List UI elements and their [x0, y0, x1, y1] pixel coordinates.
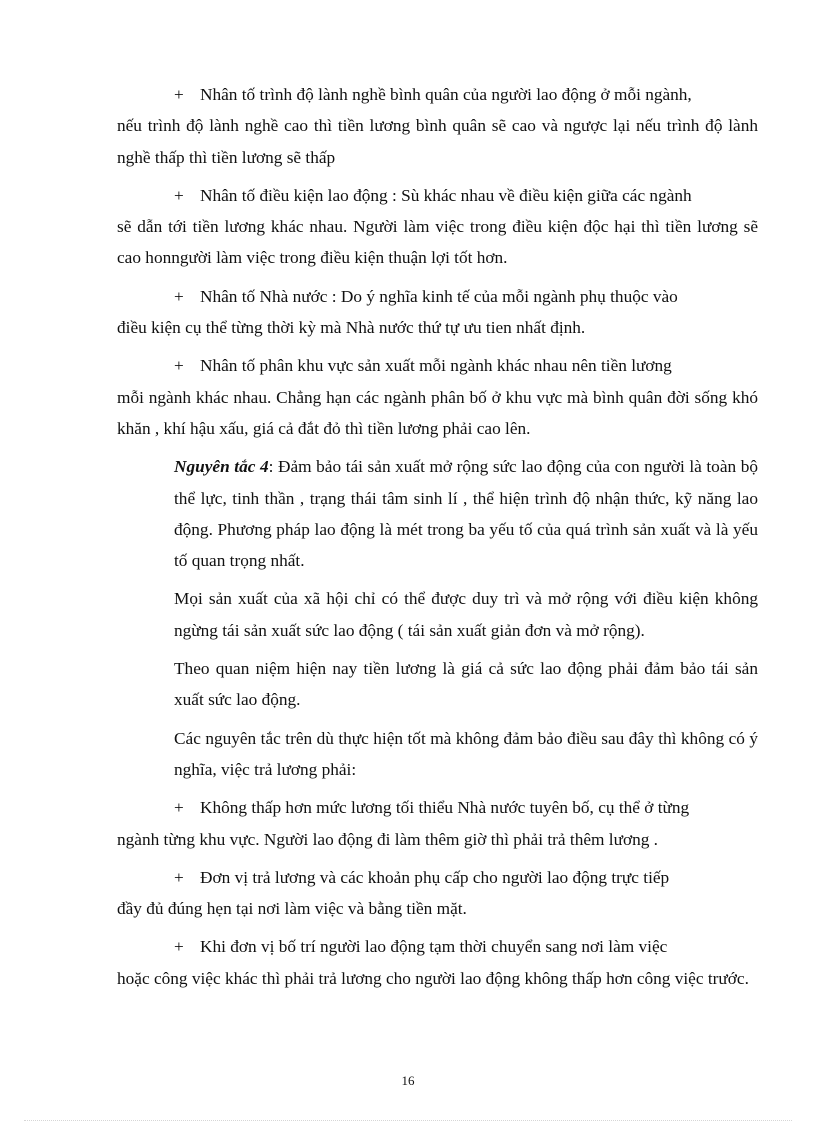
paragraph-lead: Không thấp hơn mức lương tối thiểu Nhà nước tuyên bố, cụ thể ở từng — [200, 798, 690, 818]
bullet-marker: + — [174, 185, 184, 205]
body-paragraph: Các nguyên tắc trên dù thực hiện tốt mà không đảm bảo điều sau đây thì không có ý nghĩa, việc trả lương phải: — [174, 728, 758, 779]
paragraph-continuation: sẽ dẫn tới tiền lương khác nhau. Người làm việc trong điều kiện độc hại thì tiền lương sẽ cao honngười làm việc trong điều kiện thuận lợi tốt hơn. — [117, 217, 758, 268]
body-paragraph: Mọi sản xuất của xã hội chỉ có thể được duy trì và mở rộng với điều kiện không ngừng tái sản xuất sức lao động ( tái sản xuất giản đơn và mở rộng). — [174, 589, 758, 640]
factor-state — [117, 281, 758, 344]
paragraph-continuation: điều kiện cụ thể từng thời kỳ mà Nhà nước thứ tự ưu tien nhất định. — [117, 318, 586, 338]
paragraph-lead: Đơn vị trả lương và các khoản phụ cấp cho người lao động trực tiếp — [200, 867, 670, 887]
principle-4 — [174, 451, 758, 576]
paragraph-lead: Nhân tố trình độ lành nghề bình quân của người lao động ở mỗi ngành, — [200, 85, 692, 104]
paragraph-continuation: hoặc công việc khác thì phải trả lương cho người lao động không thấp hơn công việc trước. — [117, 968, 749, 988]
factor-working-conditions — [117, 180, 758, 274]
factor-skill-level — [117, 79, 758, 173]
bullet-marker: + — [174, 85, 184, 104]
paragraph-continuation: nếu trình độ lành nghề cao thì tiền lương bình quân sẽ cao và ngược lại nếu trình độ lành nghề thấp thì tiền lương sẽ thấp — [117, 116, 758, 167]
paragraph-continuation: mỗi ngành khác nhau. Chẳng hạn các ngành phân bố ở khu vực mà bình quân đời sống khó khăn , khí hậu xấu, giá cả đắt đỏ thì tiền lương phải cao lên. — [117, 387, 758, 438]
paragraph-lead: Nhân tố điều kiện lao động : Sù khác nhau về điều kiện giữa các ngành — [200, 185, 692, 205]
body-paragraph: Theo quan niệm hiện nay tiền lương là giá cả sức lao động phải đảm bảo tái sản xuất sức lao động. — [174, 659, 758, 710]
document-body — [117, 79, 758, 1001]
page-number: 16 — [401, 1073, 415, 1088]
paragraph-continuation: ngành từng khu vực. Người lao động đi làm thêm giờ thì phải trả thêm lương . — [117, 829, 659, 849]
bullet-marker: + — [174, 286, 184, 306]
requirement-minimum-wage — [117, 792, 758, 855]
principle-text: : Đảm bảo tái sản xuất mở rộng sức lao động của con người là toàn bộ thể lực, tinh thần , trạng thái tâm sinh lí , thể hiện trình độ nhận thức, kỹ năng lao động. Phương pháp lao động là mét trong ba yếu tố của quá trình sản xuất và là yếu tố quan trọng nhất. — [174, 457, 758, 571]
principle-label: Nguyên tắc 4 — [174, 457, 269, 477]
bullet-marker: + — [174, 937, 184, 957]
bullet-marker: + — [174, 356, 184, 376]
factor-production-region — [117, 350, 758, 444]
bullet-marker: + — [174, 798, 184, 818]
page-bottom-divider — [24, 1120, 792, 1121]
bullet-marker: + — [174, 867, 184, 887]
requirement-payment-timing — [117, 862, 758, 925]
paragraph-continuation: đầy đủ đúng hẹn tại nơi làm việc và bằng tiền mặt. — [117, 899, 467, 919]
paragraph-lead: Nhân tố phân khu vực sản xuất mỗi ngành khác nhau nên tiền lương — [200, 356, 672, 376]
paragraph-lead: Nhân tố Nhà nước : Do ý nghĩa kinh tế của mỗi ngành phụ thuộc vào — [200, 286, 678, 306]
paragraph-lead: Khi đơn vị bố trí người lao động tạm thời chuyển sang nơi làm việc — [200, 937, 668, 957]
requirement-temporary-transfer — [117, 931, 758, 994]
